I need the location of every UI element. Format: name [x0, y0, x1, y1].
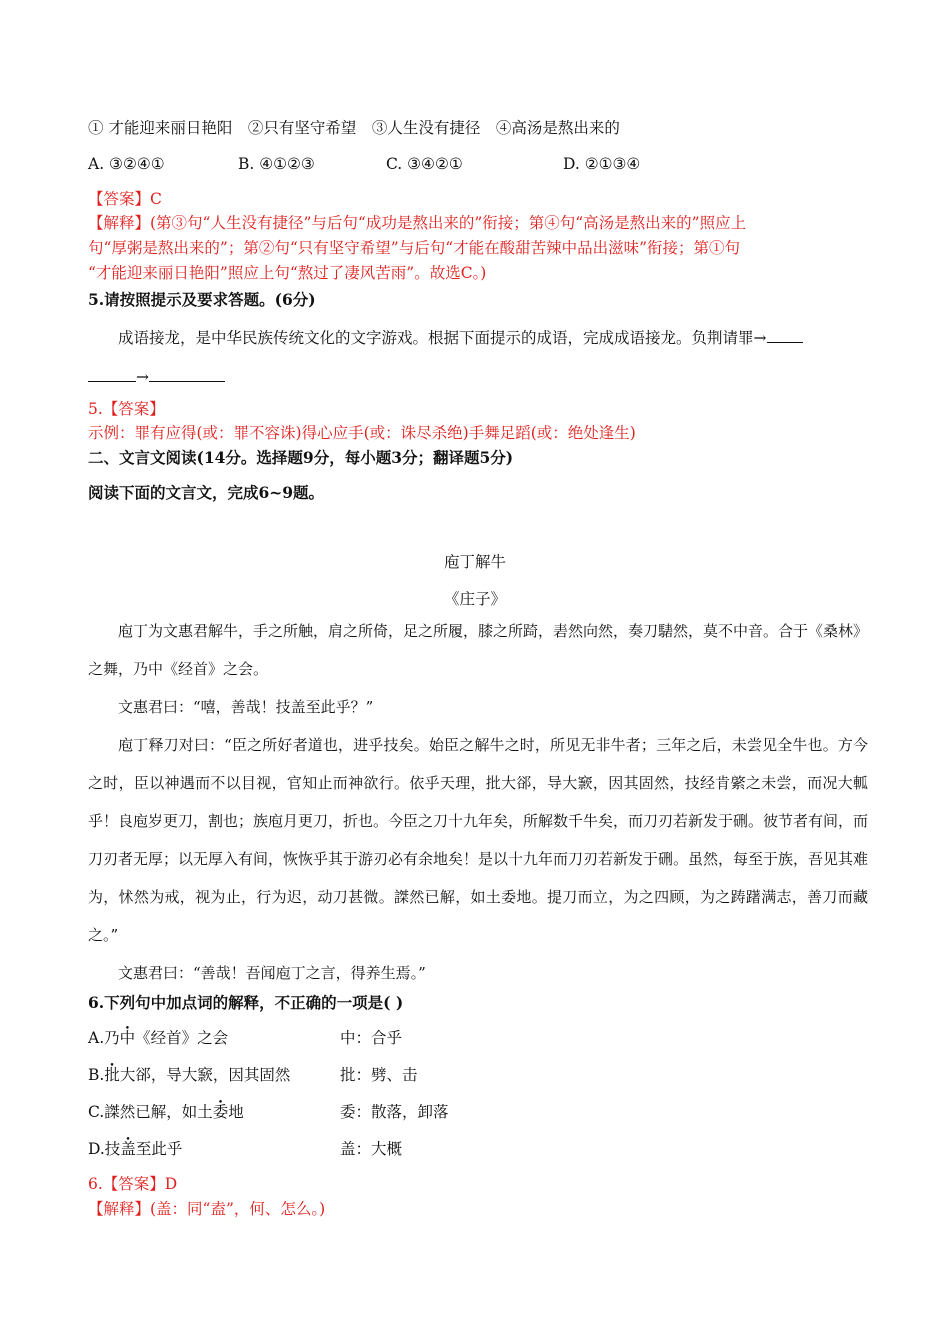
q4-option-a: A. ③②④①	[88, 155, 165, 173]
passage-p2-text: 文惠君曰：“嘻，善哉！技盖至此乎？”	[118, 698, 374, 716]
q4-explain-1: 【解释】(第③句“人生没有捷径”与后句“成功是熬出来的”衔接；第④句“高汤是熬出来的”照应上	[88, 214, 747, 232]
q6-row-b-right: 批：劈、击	[340, 1066, 418, 1084]
q6-dotted-word-c: 委	[212, 1103, 229, 1121]
q4-explain-3: “才能迎来丽日艳阳”照应上句“熬过了凄风苦雨”。故选C。)	[88, 264, 487, 282]
q4-explain-2: 句“厚粥是熬出来的”；第②句“只有坚守希望”与后句“才能在酸甜苦辣中品出滋味”衔接；第①句	[88, 239, 741, 257]
q6-row-a-left: A.乃中《经首》之会	[88, 1029, 229, 1047]
q5-blank-line	[88, 365, 225, 387]
q5-blank-2[interactable]	[149, 365, 225, 382]
q4-phrases: ① 才能迎来丽日艳阳 ②只有坚守希望 ③人生没有捷径 ④高汤是熬出来的	[88, 119, 620, 137]
q6-row-b-left: B.批大郤，导大窾，因其固然	[88, 1066, 291, 1084]
q6-answer: 6.【答案】D	[88, 1175, 178, 1193]
q6-dotted-word-d: 盖	[120, 1140, 136, 1158]
q5-arrow: →	[136, 368, 149, 386]
q4-option-c: C. ③④②①	[386, 155, 463, 173]
q6-row-d-left: D.技盖至此乎	[88, 1140, 183, 1158]
section2-title: 二、文言文阅读(14分。选择题9分，每小题3分；翻译题5分)	[88, 448, 514, 467]
q5-answer: 5.【答案】	[88, 400, 165, 418]
passage-title: 庖丁解牛	[443, 553, 506, 571]
q4-option-d: D. ②①③④	[563, 155, 641, 173]
q6-row-c-right: 委：散落，卸落	[340, 1103, 449, 1121]
section2-instruction: 阅读下面的文言文，完成6~9题。	[88, 483, 325, 502]
passage-paragraph-3	[88, 726, 868, 954]
q6-dotted-word-b: 批	[104, 1066, 120, 1084]
passage-p1-text: 庖丁为文惠君解牛，手之所触，肩之所倚，足之所履，膝之所踦，砉然向然，奏刀騞然，莫不中音。合于《桑林》之舞，乃中《经首》之会。	[88, 622, 869, 678]
q6-title: 6.下列句中加点词的解释，不正确的一项是( )	[88, 993, 404, 1012]
q5-blank-1b[interactable]	[88, 365, 136, 382]
passage-p3-text: 庖丁释刀对曰：“臣之所好者道也，进乎技矣。始臣之解牛之时，所见无非牛者；三年之后，未尝见全牛也。方今之时，臣以神遇而不以目视，官知止而神欲行。依乎天理，批大郤，导大窾，因其固然，技经肯綮之未尝，而况大軱乎！良庖岁更刀，割也；族庖月更刀，折也。今臣之刀十九年矣，所解数千牛矣，而刀刃若新发于硎。彼节者有间，而刀刃者无厚；以无厚入有间，恢恢乎其于游刃必有余地矣！是以十九年而刀刃若新发于硎。虽然，每至于族，吾见其难为，怵然为戒，视为止，行为迟，动刀甚微。謋然已解，如土委地。提刀而立，为之四顾，为之踌躇满志，善刀而藏之。”	[88, 736, 869, 944]
q4-answer: 【答案】C	[88, 190, 162, 208]
q5-prompt-line	[118, 326, 803, 348]
q6-explain: 【解释】(盖：同“盍”，何、怎么。)	[88, 1200, 326, 1218]
q6-row-d-right: 盖：大概	[340, 1140, 403, 1158]
q5-blank-1[interactable]	[767, 326, 803, 343]
passage-source: 《庄子》	[443, 590, 506, 608]
q5-prompt: 成语接龙，是中华民族传统文化的文字游戏。根据下面提示的成语，完成成语接龙。负荆请罪→	[118, 329, 767, 347]
q6-row-c-left: C.謋然已解，如土委地	[88, 1103, 244, 1121]
passage-paragraph-2	[88, 688, 868, 726]
q5-example: 示例：罪有应得(或：罪不容诛)得心应手(或：诛尽杀绝)手舞足蹈(或：绝处逢生)	[88, 424, 636, 442]
q6-dotted-word-a: 中	[119, 1029, 136, 1047]
q4-option-b: B. ④①②③	[238, 155, 315, 173]
passage-p4-text: 文惠君曰：“善哉！吾闻庖丁之言，得养生焉。”	[118, 964, 426, 982]
passage-paragraph-1	[88, 612, 868, 688]
q5-title: 5.请按照提示及要求答题。(6分)	[88, 290, 316, 309]
passage-paragraph-4	[88, 954, 868, 992]
q6-row-a-right: 中：合乎	[340, 1029, 403, 1047]
